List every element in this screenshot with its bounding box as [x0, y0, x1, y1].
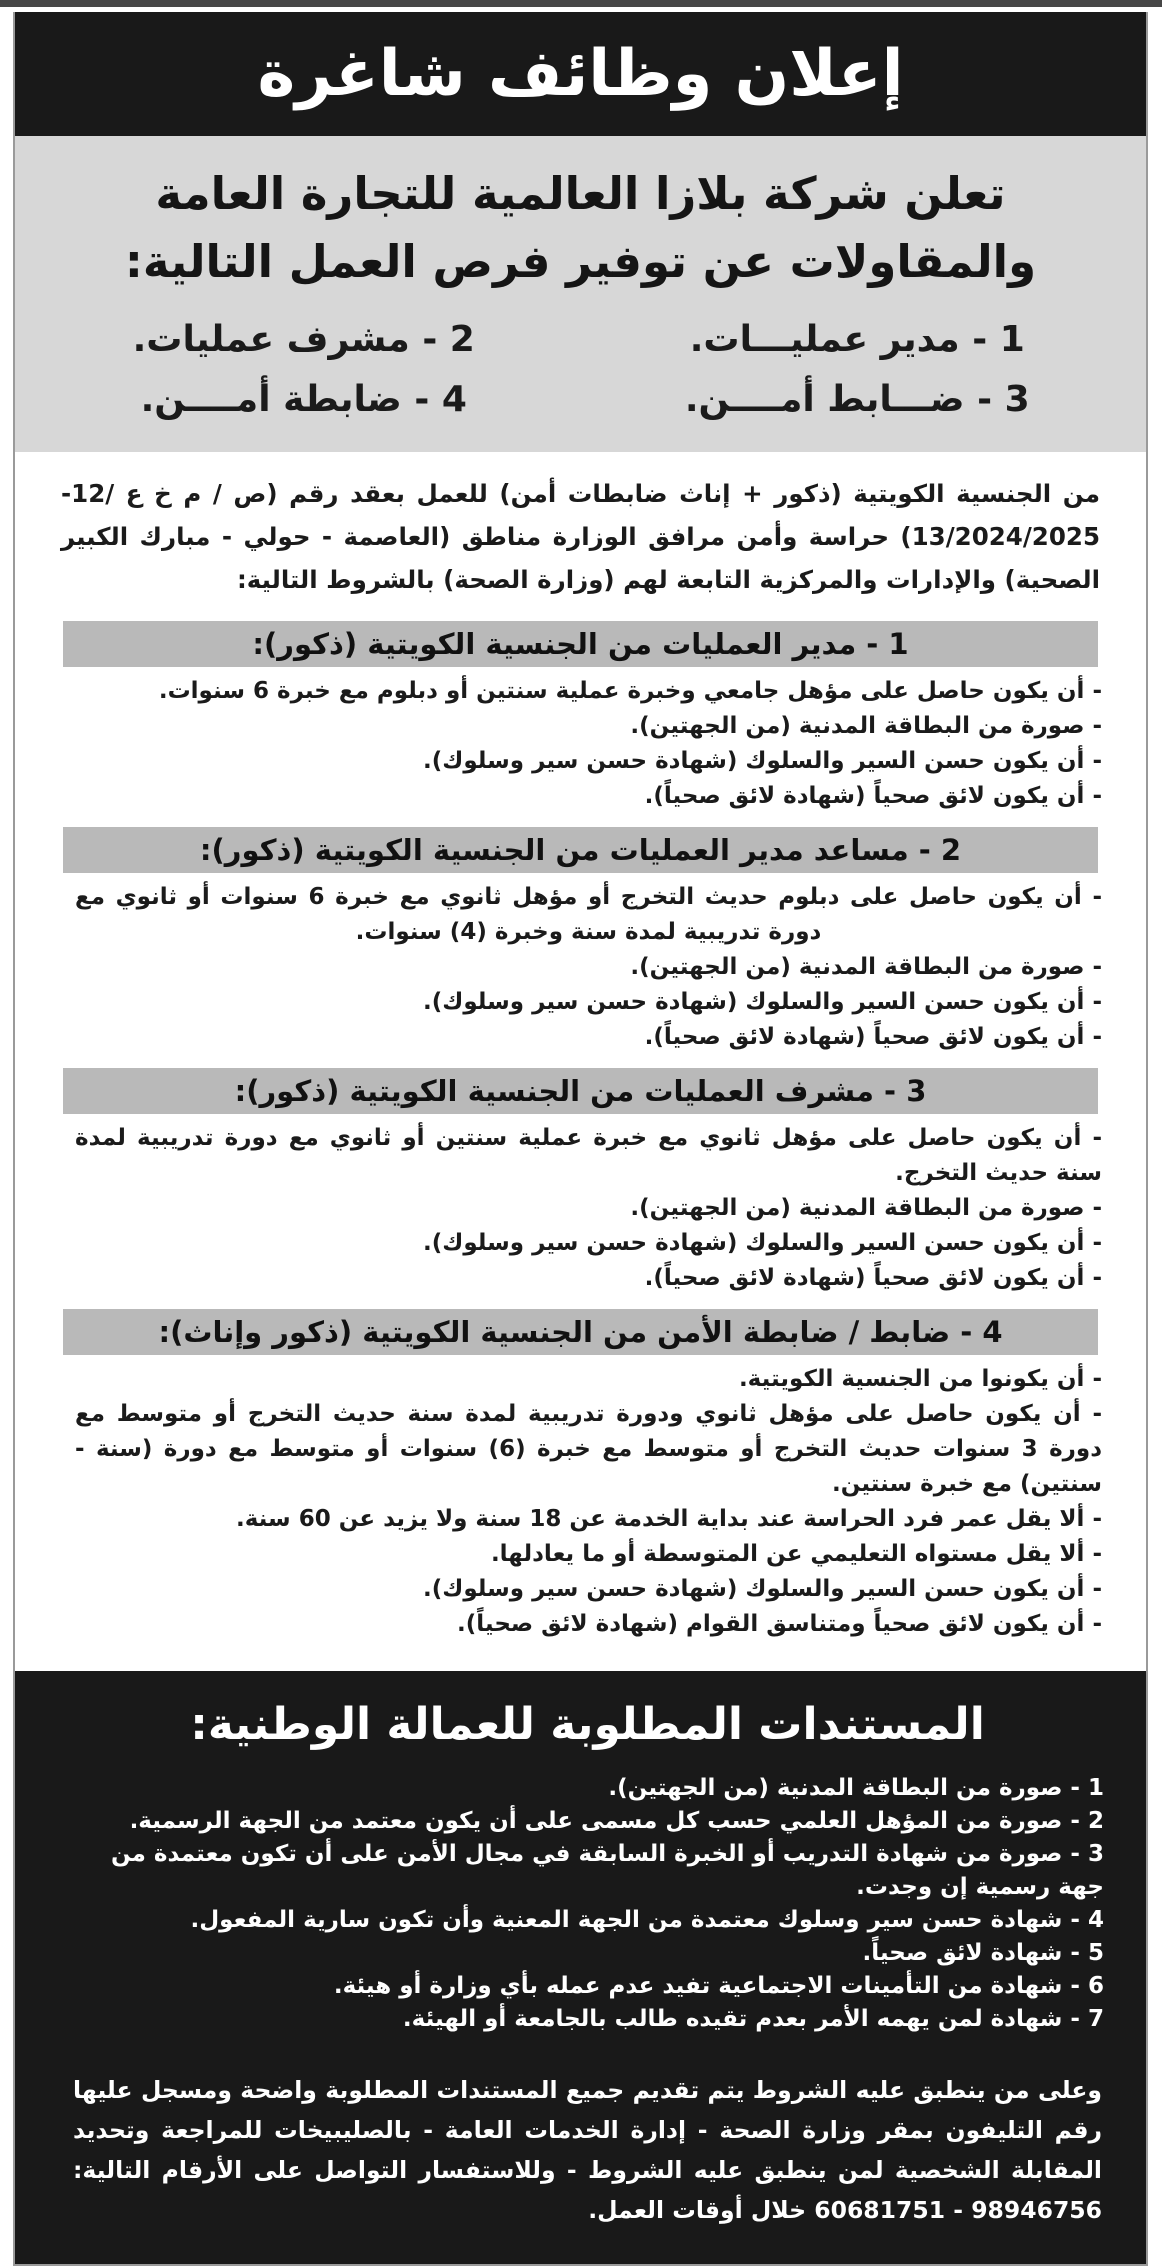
company-announcement — [15, 136, 1146, 452]
requirement-item: - أن يكون حسن السير والسلوك (شهادة حسن سير وسلوك). — [423, 988, 1102, 1015]
job-ad-frame — [13, 12, 1148, 2266]
documents-section — [15, 1671, 1146, 2264]
requirement-item: - أن يكون حسن السير والسلوك (شهادة حسن سير وسلوك). — [423, 1229, 1102, 1256]
job-item-4: 4 - ضابطة أمــــن. — [140, 379, 467, 421]
section-title-bar-1: 1 - مدير العمليات من الجنسية الكويتية (ذكور): — [63, 621, 1098, 667]
job-item-1: 1 - مدير عمليـــات. — [689, 319, 1025, 360]
document-item: 6 - شهادة من التأمينات الاجتماعية تفيد عدم عمله بأي وزارة أو هيئة. — [333, 1972, 1104, 1999]
job-item-3: 3 - ضـــابط أمــــن. — [684, 379, 1030, 421]
section-requirements-4 — [15, 1355, 1146, 1647]
requirement-item: - أن يكون حسن السير والسلوك (شهادة حسن سير وسلوك). — [423, 1575, 1102, 1602]
contract-intro-paragraph: من الجنسية الكويتية (ذكور + إناث ضابطات أمن) للعمل بعقد رقم (ص / م خ ع /12-13/2024/2025) حراسة وأمن مرافق الوزارة مناطق (العاصمة - حولي - مبارك الكبير الصحية) والإدارات والمركزية التابعة لهم (وزارة الصحة) بالشروط التالية: — [61, 478, 1100, 594]
document-item: 3 - صورة من شهادة التدريب أو الخبرة السابقة في مجال الأمن على أن تكون معتمدة من جهة رسمية إن وجدت. — [110, 1840, 1104, 1900]
requirement-item: - أن يكون لائق صحياً (شهادة لائق صحياً). — [644, 1264, 1102, 1291]
requirement-item: - أن يكون لائق صحياً ومتناسق القوام (شهادة لائق صحياً). — [457, 1610, 1102, 1637]
requirement-item: - أن يكون لائق صحياً (شهادة لائق صحياً). — [644, 1023, 1102, 1050]
requirement-item: - صورة من البطاقة المدنية (من الجهتين). — [630, 1194, 1102, 1221]
requirement-item: - أن يكون حسن السير والسلوك (شهادة حسن سير وسلوك). — [423, 747, 1102, 774]
requirement-item: - أن يكون حاصل على مؤهل ثانوي ودورة تدريبية لمدة سنة حديث التخرج أو متوسط مع دورة 3 سنوات حديث التخرج أو متوسط مع خبرة (6) سنوات أو متوسط مع دورة (سنة - سنتين) مع خبرة سنتين. — [75, 1400, 1102, 1497]
document-item: 5 - شهادة لائق صحياً. — [862, 1939, 1104, 1966]
requirement-item: - ألا يقل عمر فرد الحراسة عند بداية الخدمة عن 18 سنة ولا يزيد عن 60 سنة. — [235, 1505, 1102, 1532]
document-item: 2 - صورة من المؤهل العلمي حسب كل مسمى على أن يكون معتمد من الجهة الرسمية. — [129, 1807, 1104, 1834]
company-announcement-line-1: تعلن شركة بلازا العالمية للتجارة العامة — [155, 167, 1006, 220]
section-title-bar-4: 4 - ضابط / ضابطة الأمن من الجنسية الكويتية (ذكور وإناث): — [63, 1309, 1098, 1355]
job-item-2: 2 - مشرف عمليات. — [132, 319, 475, 360]
requirement-item: - صورة من البطاقة المدنية (من الجهتين). — [630, 953, 1102, 980]
requirement-item: - أن يكون حاصل على مؤهل ثانوي مع خبرة عملية سنتين أو ثانوي مع دورة تدريبية لمدة سنة حديث التخرج. — [75, 1124, 1102, 1186]
requirement-item: - أن يكون حاصل على دبلوم حديث التخرج أو مؤهل ثانوي مع خبرة 6 سنوات أو ثانوي مع دورة تدريبية لمدة سنة وخبرة (4) سنوات. — [75, 883, 1102, 945]
document-item: 1 - صورة من البطاقة المدنية (من الجهتين). — [608, 1774, 1104, 1801]
requirement-item: - ألا يقل مستواه التعليمي عن المتوسطة أو ما يعادلها. — [490, 1540, 1102, 1567]
section-requirements-1 — [15, 667, 1146, 819]
application-instructions: وعلى من ينطبق عليه الشروط يتم تقديم جميع المستندات المطلوبة واضحة ومسجل عليها رقم التليفون بمقر وزارة الصحة - إدارة الخدمات العامة - بالصليبيخات للمراجعة وتحديد المقابلة الشخصية لمن ينطبق عليه الشروط - وللاستفسار التواصل على الأرقام التالية: 98946756 - 60681751 خلال أوقات العمل. — [73, 2075, 1102, 2224]
section-requirements-3 — [15, 1114, 1146, 1301]
requirement-item: - صورة من البطاقة المدنية (من الجهتين). — [630, 712, 1102, 739]
section-title-bar-2: 2 - مساعد مدير العمليات من الجنسية الكويتية (ذكور): — [63, 827, 1098, 873]
ad-title: إعلان وظائف شاغرة — [257, 37, 904, 111]
document-item: 7 - شهادة لمن يهمه الأمر بعدم تقيده طالب بالجامعة أو الهيئة. — [402, 2005, 1104, 2032]
requirements-sections — [15, 621, 1146, 1647]
requirement-item: - أن يكون حاصل على مؤهل جامعي وخبرة عملية سنتين أو دبلوم مع خبرة 6 سنوات. — [158, 677, 1102, 704]
requirement-item: - أن يكون لائق صحياً (شهادة لائق صحياً). — [644, 782, 1102, 809]
ad-header — [15, 12, 1146, 136]
section-requirements-2 — [15, 873, 1146, 1060]
documents-list — [71, 1772, 1104, 2036]
page-top-strip — [0, 0, 1162, 7]
company-announcement-line-2: والمقاولات عن توفير فرص العمل التالية: — [124, 234, 1037, 288]
documents-title: المستندات المطلوبة للعمالة الوطنية: — [190, 1698, 985, 1750]
jobs-list — [27, 315, 1134, 426]
requirement-item: - أن يكونوا من الجنسية الكويتية. — [738, 1365, 1102, 1392]
document-item: 4 - شهادة حسن سير وسلوك معتمدة من الجهة المعنية وأن تكون سارية المفعول. — [190, 1906, 1104, 1933]
section-title-bar-3: 3 - مشرف العمليات من الجنسية الكويتية (ذكور): — [63, 1068, 1098, 1114]
